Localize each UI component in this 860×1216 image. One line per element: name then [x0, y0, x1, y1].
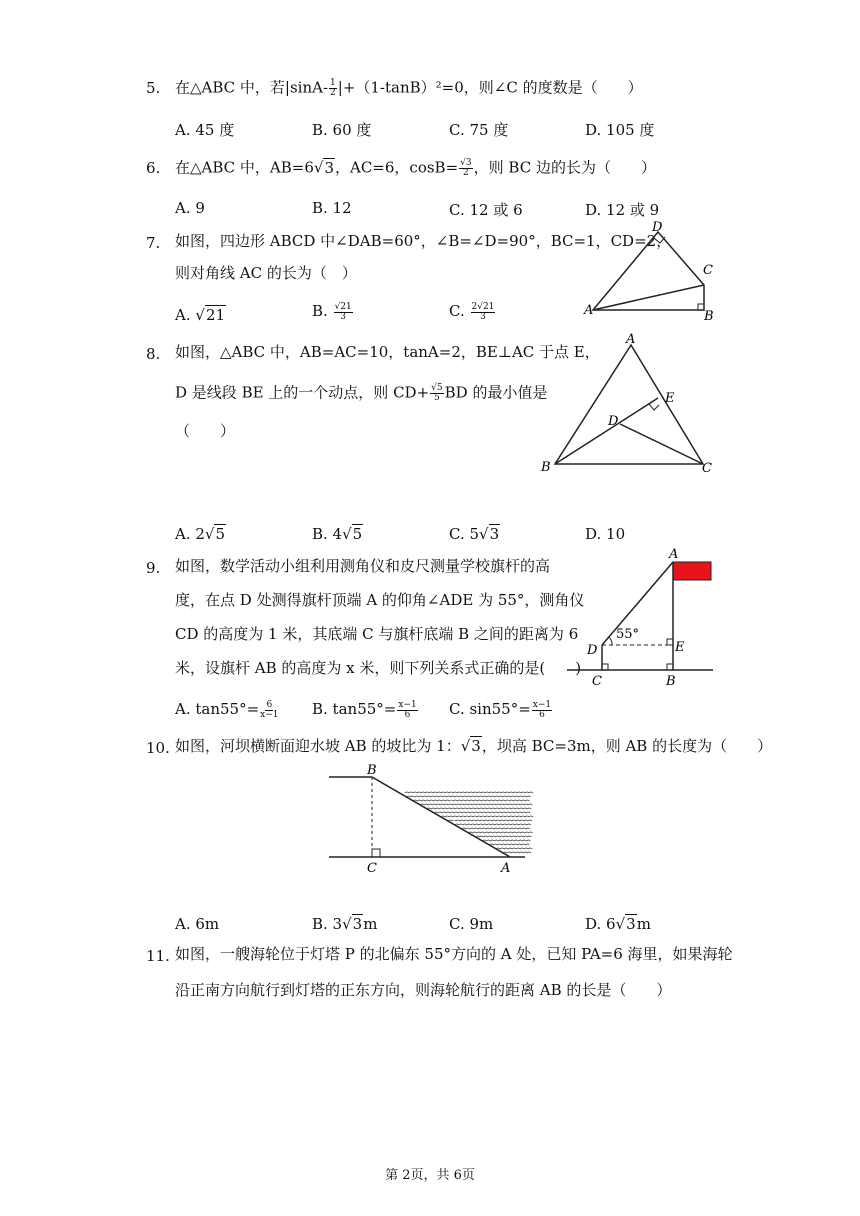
q9-number: 9. [146, 559, 161, 577]
q10-water-wave [420, 804, 532, 805]
q8-line2: D 是线段 BE 上的一个动点，则 CD+ $\frac{√5}{5}$ BD 的最小值是 [175, 383, 548, 403]
q10-water-wave [448, 820, 532, 821]
q9-label-a: A [669, 547, 679, 562]
q5-stem [175, 79, 643, 98]
q10-label-a: A [501, 861, 511, 876]
q6-sqrt-a: 3 [324, 158, 334, 177]
q5-text-a: 在△ABC 中，若|sinA- [175, 78, 329, 97]
q10-option-c[interactable]: C. 9m [449, 915, 494, 933]
q5-option-a[interactable]: A. 45 度 [175, 121, 235, 139]
q9-option-b[interactable]: B. tan55°= $\frac{x-1}{6}$ [312, 699, 417, 720]
q10-water-wave [455, 824, 531, 825]
q8-segment-be [555, 398, 658, 464]
q6-text-a: 在△ABC 中，AB=6 [175, 158, 314, 177]
q6-number: 6. [146, 159, 161, 177]
q10-water-wave [405, 792, 533, 793]
q8-figure [535, 330, 720, 480]
q10-water-hatching [405, 792, 533, 853]
q10-option-b[interactable]: B. 3√3m [312, 915, 378, 933]
q9-label-b: B [666, 674, 676, 689]
q7-line1: 如图，四边形 ABCD 中∠DAB=60°，∠B=∠D=90°，BC=1，CD=2， [175, 232, 672, 250]
q6-option-c[interactable]: C. 12 或 6 [449, 201, 523, 219]
q11-number: 11. [146, 947, 170, 965]
q5-text-b: |+（1-tanB）²=0，则∠C 的度数是（ ） [337, 78, 643, 97]
q10-right-angle-c [372, 849, 380, 857]
q10-water-wave [407, 796, 531, 797]
q7-option-c[interactable]: C. $\frac{2√21}{3}$ [449, 301, 495, 322]
q8-line1: 如图，△ABC 中，AB=AC=10，tanA=2，BE⊥AC 于点 E， [175, 343, 600, 361]
q10-water-wave [441, 816, 533, 817]
q8-triangle [555, 345, 703, 464]
q8-line3: （ ） [175, 422, 236, 440]
q8-option-d[interactable]: D. 10 [585, 525, 626, 543]
q9-figure [565, 545, 720, 690]
q10-label-b: B [367, 763, 377, 778]
q10-water-wave [462, 828, 530, 829]
q5-option-d[interactable]: D. 105 度 [585, 121, 655, 139]
q7-line2: 则对角线 AC 的长为（ ） [175, 264, 357, 282]
q9-right-angle-c [602, 664, 608, 670]
q5-option-b[interactable]: B. 60 度 [312, 121, 372, 139]
q5-half-fraction: $\frac{1}{2}$ [330, 78, 336, 98]
q6-text-c: ，则 BC 边的长为（ ） [473, 158, 656, 177]
q10-water-wave [427, 808, 531, 809]
q10-number: 10. [146, 739, 170, 757]
q9-line4: 米，设旗杆 AB 的高度为 x 米，则下列关系式正确的是( ) [175, 659, 582, 677]
q10-water-wave [503, 852, 531, 853]
q10-water-wave [476, 836, 532, 837]
q9-option-a[interactable]: A. tan55°= $\frac{6}{x-1}$ [175, 699, 279, 720]
q7-diagonal-ac [593, 285, 704, 310]
q8-right-angle-e [649, 404, 659, 410]
q6-option-b[interactable]: B. 12 [312, 199, 352, 217]
q11-line1: 如图，一艘海轮位于灯塔 P 的北偏东 55°方向的 A 处，已知 PA=6 海里，如果海轮 [175, 945, 733, 963]
q7-label-d: D [652, 220, 663, 235]
q9-line2: 度，在点 D 处测得旗杆顶端 A 的仰角∠ADE 为 55°，测角仪 [175, 591, 585, 609]
q7-quadrilateral [593, 232, 704, 310]
q10-figure [325, 760, 540, 880]
q9-flag [673, 562, 711, 580]
q10-label-c: C [367, 861, 377, 876]
q7-figure [580, 218, 720, 328]
q7-option-a[interactable]: A. √21 [175, 306, 226, 324]
q8-label-d: D [608, 414, 619, 429]
q7-number: 7. [146, 234, 161, 252]
q6-text-b: ，AC=6，cosB= [335, 158, 459, 177]
q7-label-c: C [703, 263, 713, 278]
q10-water-wave [482, 840, 530, 841]
q10-water-wave [496, 848, 532, 849]
q11-line2: 沿正南方向航行到灯塔的正东方向，则海轮航行的距离 AB 的长是（ ） [175, 981, 672, 999]
q10-water-wave [434, 812, 530, 813]
q9-line1: 如图，数学活动小组利用测角仪和皮尺测量学校旗杆的高 [175, 557, 551, 575]
q7-label-b: B [704, 309, 714, 324]
q6-cos-fraction: $\frac{√3}{2}$ [460, 158, 472, 178]
q8-option-c[interactable]: C. 5√3 [449, 525, 500, 543]
q9-angle-arc [609, 637, 612, 645]
q5-option-c[interactable]: C. 75 度 [449, 121, 509, 139]
q9-right-angle-e [667, 639, 673, 645]
q9-option-c[interactable]: C. sin55°= $\frac{x-1}{6}$ [449, 699, 552, 720]
q10-water-wave [413, 800, 529, 801]
q8-option-b[interactable]: B. 4√5 [312, 525, 363, 543]
q8-number: 8. [146, 345, 161, 363]
q6-option-a[interactable]: A. 9 [175, 199, 205, 217]
q8-label-b: B [541, 460, 551, 475]
q8-label-e: E [665, 391, 675, 406]
q5-number: 5. [146, 79, 161, 97]
q8-label-a: A [626, 332, 636, 347]
q9-label-c: C [592, 674, 602, 689]
q10-stem: 如图，河坝横断面迎水坡 AB 的坡比为 1：√3，坝高 BC=3m，则 AB 的长度为（ ） [175, 737, 773, 755]
q7-option-b[interactable]: B. $\frac{√21}{3}$ [312, 301, 352, 322]
q9-label-angle: 55° [616, 627, 640, 642]
q9-line3: CD 的高度为 1 米，其底端 C 与旗杆底端 B 之间的距离为 6 [175, 625, 579, 643]
q9-right-angle-b [667, 664, 673, 670]
q9-label-e: E [675, 640, 685, 655]
page-footer: 第 2页，共 6页 [385, 1168, 475, 1183]
q10-option-d[interactable]: D. 6√3m [585, 915, 651, 933]
q10-water-wave [469, 832, 533, 833]
q9-label-d: D [587, 643, 598, 658]
q7-label-a: A [584, 303, 594, 318]
q6-option-d[interactable]: D. 12 或 9 [585, 201, 660, 219]
q10-option-a[interactable]: A. 6m [175, 915, 220, 933]
q6-stem: 在△ABC 中，AB=6√3，AC=6，cosB= $\frac{√3}{2}$ ，则 BC 边的长为（ ） [175, 158, 656, 178]
q8-label-c: C [702, 461, 712, 476]
q10-water-wave [489, 844, 529, 845]
q8-option-a[interactable]: A. 2√5 [175, 525, 226, 543]
